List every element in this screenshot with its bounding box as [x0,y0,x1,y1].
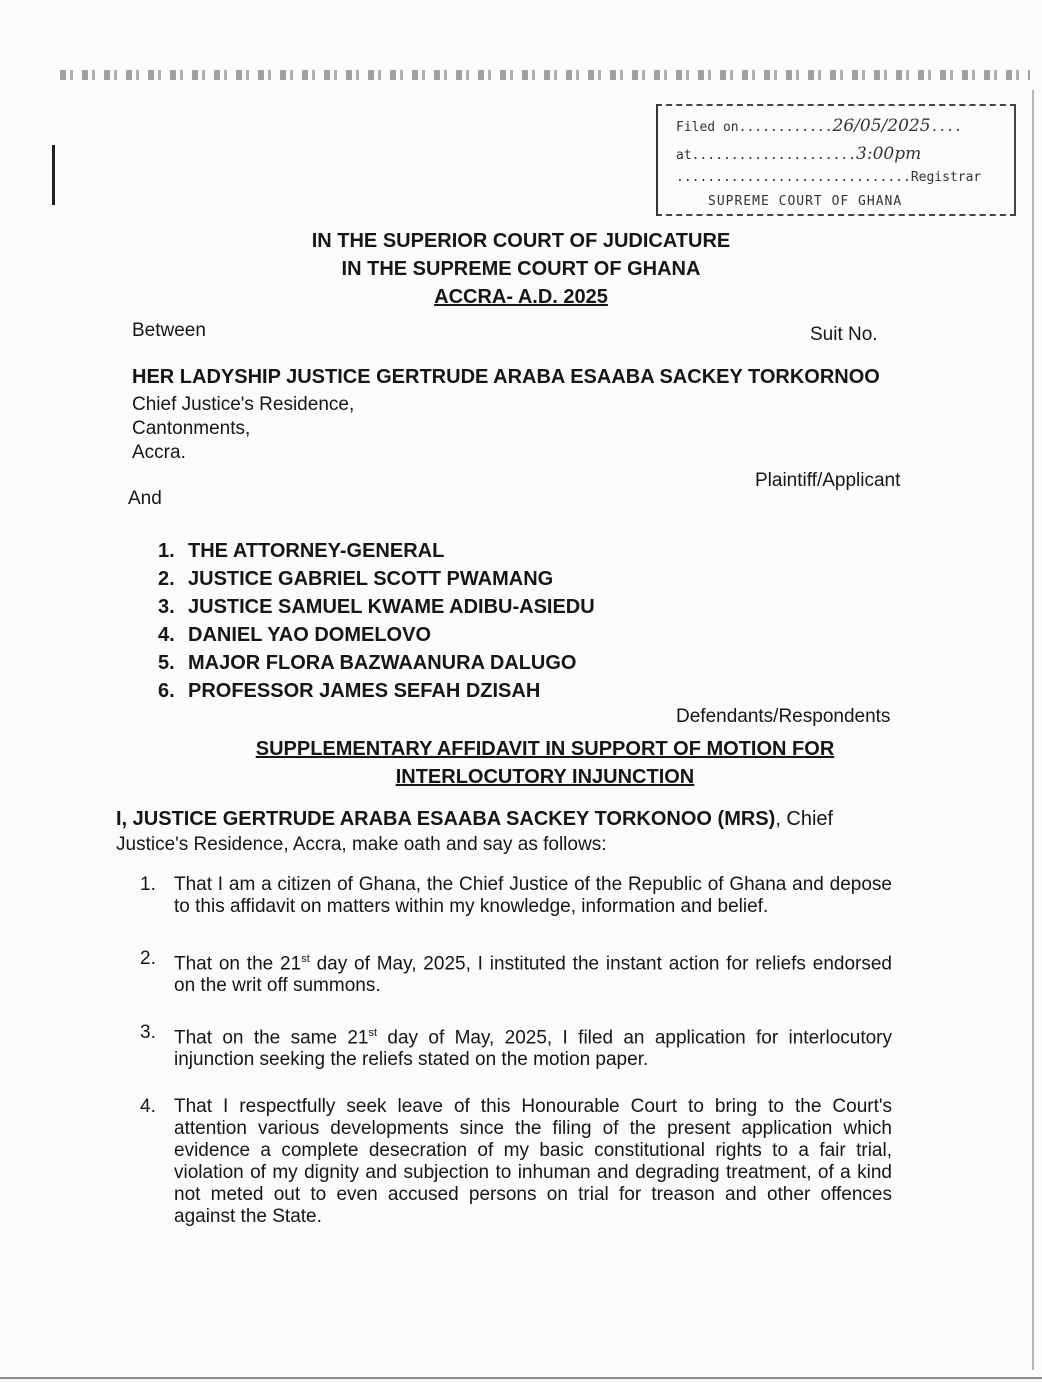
plaintiff-role: Plaintiff/Applicant [755,470,901,491]
filing-stamp [656,104,1016,216]
plaintiff-address-line: Cantonments, [132,418,251,439]
stamp-filed-label: Filed on [676,120,739,135]
affidavit-title-line-2: INTERLOCUTORY INJUNCTION [395,766,695,788]
list-number: 1. [158,540,175,562]
defendant-name: THE ATTORNEY-GENERAL [188,540,445,562]
stamp-at-time: 3:00pm [856,144,922,164]
page-bottom-edge [0,1377,1042,1379]
defendant-item [158,624,595,652]
defendants-role: Defendants/Respondents [676,706,891,727]
affidavit-paragraph [140,948,892,997]
defendants-list [158,540,595,708]
stamp-filed-date: 26/05/2025 [832,116,931,136]
stamp-registrar-label: Registrar [910,170,982,185]
scan-artifact-top [60,70,1030,80]
deponent-line-1 [116,808,833,831]
stamp-at-label: at [676,148,692,163]
stamp-at-row: at.....................3:00pm [676,144,922,164]
court-heading-1: IN THE SUPERIOR COURT OF JUDICATURE [311,230,731,252]
defendant-item [158,680,595,708]
between-label: Between [132,320,206,341]
defendant-item [158,596,595,624]
suit-number-label: Suit No. [810,324,878,345]
deponent-line-2: Justice's Residence, Accra, make oath and say as follows: [116,834,607,855]
paragraph-number: 2. [140,948,156,969]
paragraph-text: That I am a citizen of Ghana, the Chief Justice of the Republic of Ghana and depose to this affidavit on matters within my knowledge, information and belief. [174,874,892,917]
stamp-court-label: SUPREME COURT OF GHANA [708,194,903,209]
list-number: 4. [158,624,175,646]
defendant-name: DANIEL YAO DOMELOVO [188,624,432,646]
list-number: 2. [158,568,175,590]
ordinal-suffix: st [368,1027,378,1039]
list-number: 3. [158,596,175,618]
paragraph-text [174,1022,892,1071]
court-heading-2: IN THE SUPREME COURT OF GHANA [341,258,701,280]
paragraph-number: 1. [140,874,156,895]
list-number: 6. [158,680,175,702]
paragraph-number: 4. [140,1096,156,1117]
paragraph-text: That I respectfully seek leave of this Honourable Court to bring to the Court's attention various developments since the filing of the present application which evidence a complete desecration of my basic constitutional rights to a fair trial, violation of my dignity and subjection to inhuman and degrading treatment, of a kind not meted out to even accused persons on trial for treason and other offences against the State. [174,1096,892,1227]
affidavit-title-line-1: SUPPLEMENTARY AFFIDAVIT IN SUPPORT OF MOTION FOR [255,738,835,760]
paragraph-text-part: That on the same 21 [174,1027,369,1049]
list-number: 5. [158,652,175,674]
ordinal-suffix: st [301,953,310,965]
defendant-name: MAJOR FLORA BAZWAANURA DALUGO [188,652,577,674]
page-edge [1032,90,1034,1370]
stamp-registrar-row: ..............................Registrar [676,170,982,185]
affidavit-paragraph [140,874,892,918]
defendant-item [158,652,595,680]
affidavit-paragraph [140,1022,892,1071]
margin-mark [52,145,55,205]
and-label: And [128,488,162,509]
defendant-name: JUSTICE SAMUEL KWAME ADIBU-ASIEDU [188,596,595,618]
paragraph-text [174,948,892,997]
paragraph-text-part: day of May, 2025, I filed an application for interlocutory injunction seeking the reliefs stated on the motion paper. [174,1027,892,1071]
court-heading-3: ACCRA- A.D. 2025 [434,286,608,308]
paragraph-text-part: day of May, 2025, I instituted the instant action for reliefs endorsed on the writ off summons. [174,953,892,997]
plaintiff-address-line: Accra. [132,442,186,463]
defendant-item [158,568,595,596]
deponent-name: I, JUSTICE GERTRUDE ARABA ESAABA SACKEY TORKONOO (MRS) [116,808,776,830]
paragraph-text-part: That on the 21 [174,953,302,975]
stamp-filed-row: Filed on............26/05/2025.... [676,116,962,136]
defendant-name: JUSTICE GABRIEL SCOTT PWAMANG [188,568,554,590]
plaintiff-address-line: Chief Justice's Residence, [132,394,355,415]
defendant-item [158,540,595,568]
plaintiff-name: HER LADYSHIP JUSTICE GERTRUDE ARABA ESAABA SACKEY TORKORNOO [132,366,880,388]
deponent-title: , Chief [775,808,834,830]
affidavit-paragraph [140,1096,892,1228]
defendant-name: PROFESSOR JAMES SEFAH DZISAH [188,680,541,702]
paragraph-number: 3. [140,1022,156,1043]
